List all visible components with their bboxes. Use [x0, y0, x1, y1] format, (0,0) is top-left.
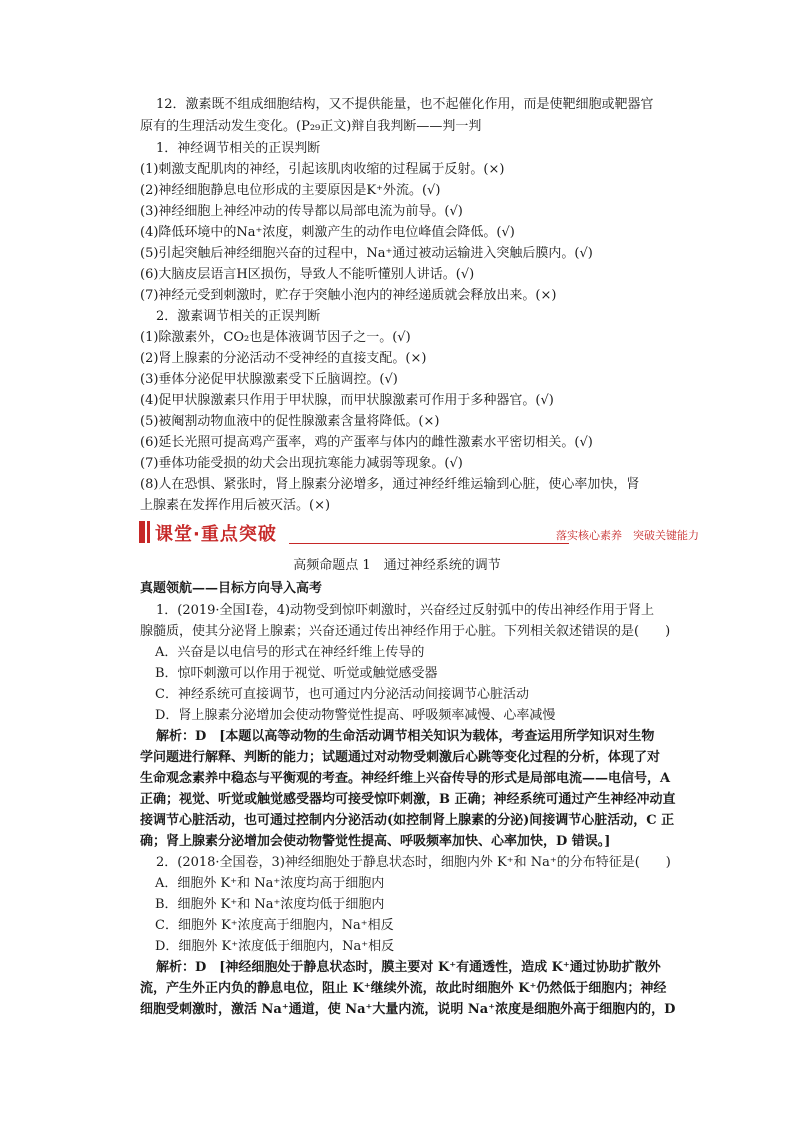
text-line: (3)垂体分泌促甲状腺激素受下丘脑调控。(√)	[140, 372, 398, 387]
text-line: 2．激素调节相关的正误判断	[156, 309, 321, 324]
text-line: 腺髓质，使其分泌肾上腺素；兴奋还通过传出神经作用于心脏。下列相关叙述错误的是( )	[140, 624, 671, 639]
text-line: 12．激素既不组成细胞结构，又不提供能量，也不起催化作用，而是使靶细胞或靶器官	[156, 97, 654, 112]
text-line: B．惊吓刺激可以作用于视觉、听觉或触觉感受器	[142, 666, 438, 681]
text-line: B．细胞外 K⁺和 Na⁺浓度均低于细胞内	[142, 897, 385, 912]
text-line: A．兴奋是以电信号的形式在神经纤维上传导的	[142, 645, 425, 660]
section-heading: 高频命题点 1 通过神经系统的调节	[293, 558, 501, 573]
text-line: (5)引起突触后神经细胞兴奋的过程中，Na⁺通过被动运输进入突触后膜内。(√)	[140, 246, 593, 261]
text-line: 2．(2018·全国卷，3)神经细胞处于静息状态时，细胞内外 K⁺和 Na⁺的分布特征是( )	[156, 855, 671, 870]
text-line: (7)垂体功能受损的幼犬会出现抗寒能力减弱等现象。(√)	[140, 456, 463, 471]
text-line: (4)促甲状腺激素只作用于甲状腺，而甲状腺激素可作用于多种器官。(√)	[140, 393, 554, 408]
banner-divider	[289, 543, 569, 544]
text-line: (1)除激素外，CO₂也是体液调节因子之一。(√)	[140, 330, 411, 345]
text-line: (6)大脑皮层语言H区损伤，导致人不能听懂别人讲话。(√)	[140, 267, 475, 282]
text-line: 接调节心脏活动，也可通过控制内分泌活动(如控制肾上腺素的分泌)间接调节心脏活动，C 正	[140, 813, 675, 828]
text-line: 确；肾上腺素分泌增加会使动物警觉性提高、呼吸频率加快、心率加快，D 错误。]	[140, 834, 611, 849]
text-line: 学问题进行解释、判断的能力；试题通过对动物受刺激后心跳等变化过程的分析，体现了对	[140, 750, 661, 765]
banner-accent-bar	[139, 521, 145, 543]
text-line: 生命观念素养中稳态与平衡观的考查。神经纤维上兴奋传导的形式是局部电流——电信号，A	[140, 771, 671, 786]
text-line: (1)刺激支配肌肉的神经，引起该肌肉收缩的过程属于反射。(×)	[140, 162, 505, 177]
banner-accent-bar-thin	[147, 521, 150, 543]
text-line: C．细胞外 K⁺浓度高于细胞内，Na⁺相反	[142, 918, 394, 933]
text-line: (4)降低环境中的Na⁺浓度，刺激产生的动作电位峰值会降低。(√)	[140, 225, 515, 240]
text-line: A．细胞外 K⁺和 Na⁺浓度均高于细胞内	[142, 876, 385, 891]
text-line: 解析：D [本题以高等动物的生命活动调节相关知识为载体，考查运用所学知识对生物	[156, 729, 655, 744]
text-line: 流，产生外正内负的静息电位，阻止 K⁺继续外流，故此时细胞外 K⁺仍然低于细胞内；神经	[140, 981, 667, 996]
text-line: 正确；视觉、听觉或触觉感受器均可接受惊吓刺激，B 正确；神经系统可通过产生神经冲动直	[140, 792, 676, 807]
text-line: (6)延长光照可提高鸡产蛋率，鸡的产蛋率与体内的雌性激素水平密切相关。(√)	[140, 435, 593, 450]
text-line: (2)肾上腺素的分泌活动不受神经的直接支配。(×)	[140, 351, 427, 366]
text-line: D．细胞外 K⁺浓度低于细胞内，Na⁺相反	[142, 939, 395, 954]
banner-title: 课堂·重点突破	[155, 524, 277, 545]
text-line: 1．(2019·全国Ⅰ卷，4)动物受到惊吓刺激时，兴奋经过反射弧中的传出神经作用于肾上	[156, 603, 655, 618]
text-line: (5)被阉割动物血液中的促性腺激素含量将降低。(×)	[140, 414, 440, 429]
section-banner	[139, 519, 699, 545]
text-line: 解析：D [神经细胞处于静息状态时，膜主要对 K⁺有通透性，造成 K⁺通过协助扩散外	[156, 960, 661, 975]
text-line: 细胞受刺激时，激活 Na⁺通道，使 Na⁺大量内流，说明 Na⁺浓度是细胞外高于细胞内的，D	[140, 1002, 676, 1017]
text-line: (2)神经细胞静息电位形成的主要原因是K⁺外流。(√)	[140, 183, 441, 198]
text-line: (3)神经细胞上神经冲动的传导都以局部电流为前导。(√)	[140, 204, 463, 219]
text-line: 1．神经调节相关的正误判断	[156, 141, 321, 156]
text-line: (8)人在恐惧、紧张时，肾上腺素分泌增多，通过神经纤维运输到心脏，使心率加快，肾	[140, 477, 640, 492]
text-line: C．神经系统可直接调节，也可通过内分泌活动间接调节心脏活动	[142, 687, 529, 702]
text-line: 原有的生理活动发生变化。(P₂₉正文)辩自我判断——判一判	[140, 119, 482, 134]
text-line: (7)神经元受到刺激时，贮存于突触小泡内的神经递质就会释放出来。(×)	[140, 288, 557, 303]
text-line: D．肾上腺素分泌增加会使动物警觉性提高、呼吸频率减慢、心率减慢	[142, 708, 556, 723]
banner-subtitle: 落实核心素养 突破关键能力	[556, 529, 699, 542]
text-line: 真题领航——目标方向导入高考	[140, 581, 323, 596]
text-line: 上腺素在发挥作用后被灭活。(×)	[140, 498, 331, 513]
